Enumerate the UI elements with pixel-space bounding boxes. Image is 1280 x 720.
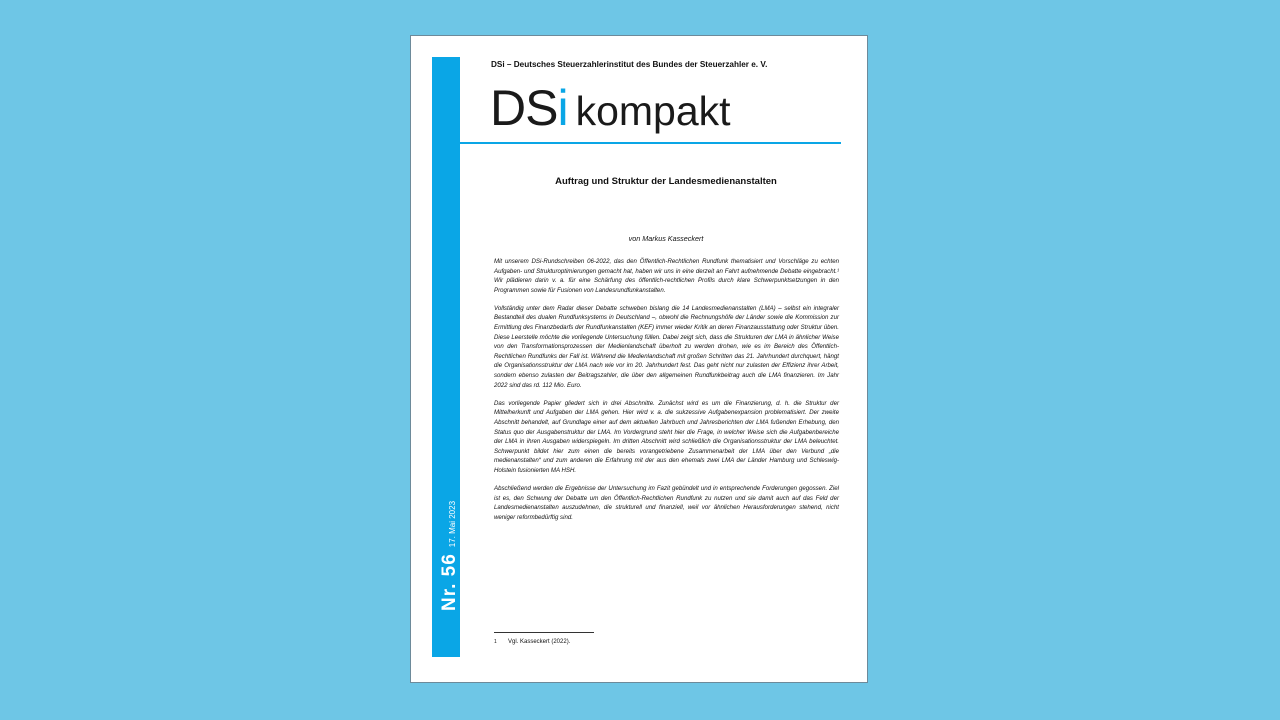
logo-ds: DS — [490, 80, 558, 136]
logo-kompakt: kompakt — [575, 88, 731, 134]
header-divider — [432, 142, 841, 144]
paragraph: Das vorliegende Papier gliedert sich in drei Abschnitte. Zunächst wird es um die Finanzierung, d. h. die Struktur der Mittelherkunft und Aufgaben der LMA gehen. Hier wird v. a. die sukzessive Aufgabenexpansion problematisiert. Der zweite Abschnitt behandelt, auf Grundlage einer auf dem aktuellen Jahrbuch und Jahresberichten der LMA fußenden Erhebung, den Status quo der Ausgabenstruktur der LMA. Im Vordergrund steht hier die Frage, in welcher Weise sich die Aufgabenbereiche der LMA in ihren Ausgaben widerspiegeln. Im dritten Abschnitt wird schließlich die Organisationsstruktur der LMA beleuchtet. Schwerpunkt bildet hier zum einen die bereits vorangetriebene Zusammenarbeit der LMA über den Verbund „die medienanstalten“ und zum anderen die Erfahrung mit der aus den ehemals zwei LMA der Länder Hamburg und Schleswig-Holstein fusionierten MA HSH. — [494, 399, 839, 474]
logo-dsi — [490, 80, 568, 136]
document-title: Auftrag und Struktur der Landesmedienanstalten — [555, 176, 777, 187]
paragraph: Abschließend werden die Ergebnisse der Untersuchung im Fazit gebündelt und in entsprechende Forderungen gegossen. Ziel ist es, den Schwung der Debatte um den Öffentlich-Rechtlichen Rundfunk zu nutzen und sie damit auch auf das Feld der Landesmedienanstalten auszudehnen, die strukturell und finanziell, weil vor ähnlichen Herausforderungen stehend, nicht weniger reformbedürftig sind. — [494, 484, 839, 521]
document-body — [494, 257, 839, 531]
dsi-kompakt-logo — [490, 80, 731, 136]
document-page — [410, 35, 868, 683]
footnote-text: Vgl. Kasseckert (2022). — [508, 639, 571, 645]
issue-number: Nr. 56 — [439, 553, 460, 611]
institute-name: DSi – Deutsches Steuerzahlerinstitut des Bundes der Steuerzahler e. V. — [491, 60, 768, 69]
logo-i: i — [557, 80, 568, 136]
footnote — [494, 639, 570, 645]
document-author: von Markus Kasseckert — [628, 234, 704, 243]
footnote-divider — [494, 632, 594, 633]
issue-date: 17. Mai 2023 — [448, 500, 457, 548]
paragraph: Vollständig unter dem Radar dieser Debatte schweben bislang die 14 Landesmedienanstalten (LMA) – selbst ein integraler Bestandteil des dualen Rundfunksystems in Deutschland –, obwohl die Rechnungshöfe der Länder sowie die Kommission zur Ermittlung des Finanzbedarfs der Rundfunkanstalten (KEF) immer wieder Kritik an deren Finanzausstattung oder Struktur üben. Diese Leerstelle möchte die vorliegende Untersuchung füllen. Dabei zeigt sich, dass die Strukturen der LMA in ähnlicher Weise von den Transformationsprozessen der Medienlandschaft überholt zu werden drohen, wie es im Bereich des Öffentlich-Rechtlichen Rundfunks der Fall ist. Während die Medienlandschaft mit großen Schritten das 21. Jahrhundert durchquert, hängt die Organisationsstruktur der LMA nach wie vor im 20. Jahrhundert fest. Das geht nicht nur zulasten der Effizienz ihrer Arbeit, sondern ebenso zulasten der Beitragszahler, die über den allgemeinen Rundfunkbeitrag auch die LMA finanzieren. Im Jahr 2022 sind das rd. 112 Mio. Euro. — [494, 304, 839, 389]
issue-label — [439, 501, 461, 611]
paragraph: Mit unserem DSi-Rundschreiben 06-2022, das den Öffentlich-Rechtlichen Rundfunk thematisiert und Vorschläge zu echten Aufgaben- und Strukturoptimierungen gemacht hat, haben wir uns in eine derzeit an Fahrt aufnehmende Debatte eingebracht.¹ Wir plädieren darin v. a. für eine Schärfung des öffentlich-rechtlichen Profils durch klare Schwerpunktsetzungen in den Programmen sowie für Fusionen von Landesrundfunkanstalten. — [494, 258, 839, 294]
footnote-number: 1 — [494, 639, 497, 645]
